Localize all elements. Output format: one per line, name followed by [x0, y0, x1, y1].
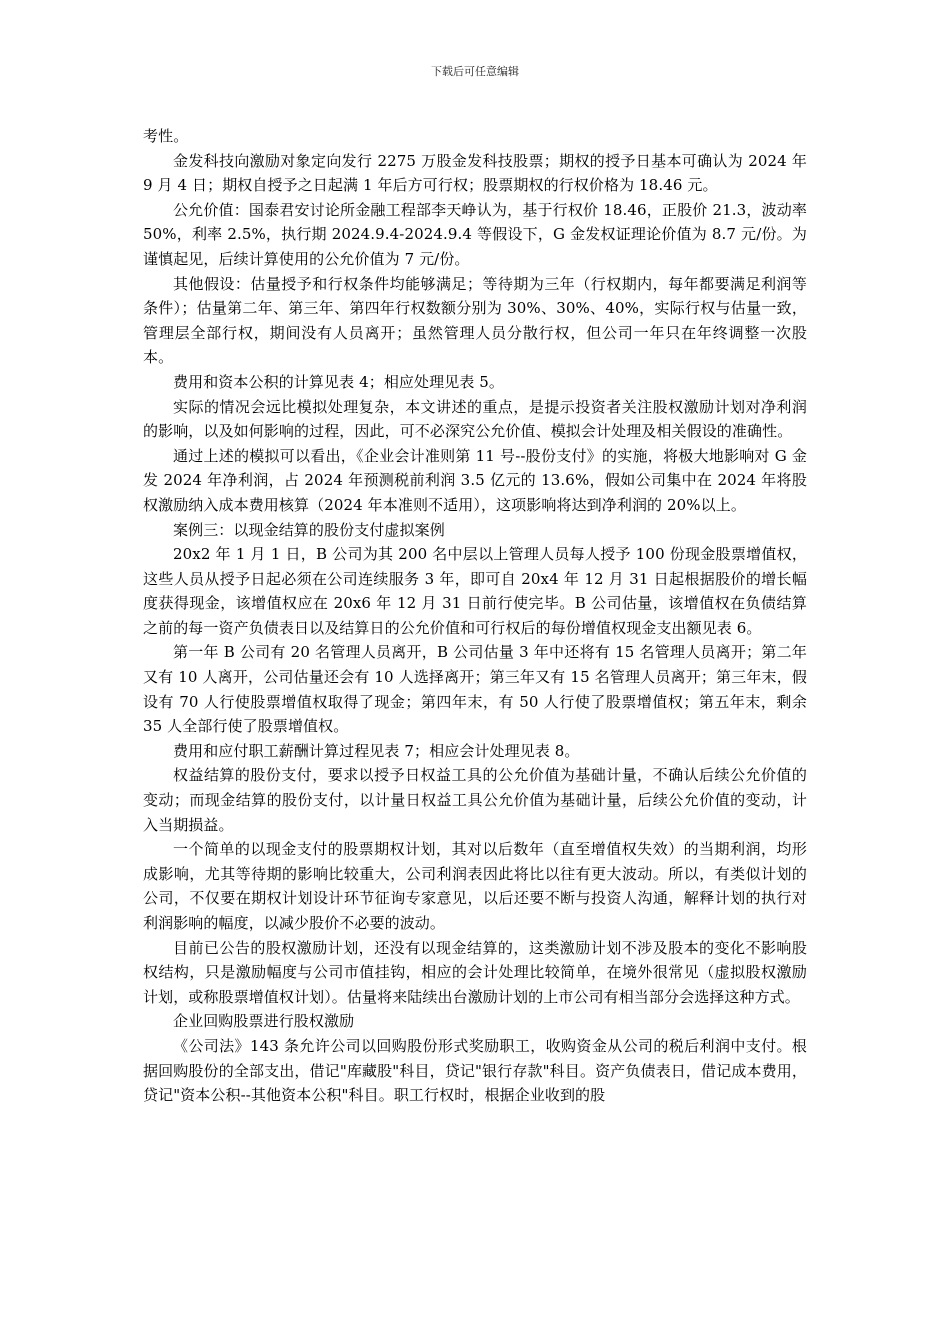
paragraph: 第一年 B 公司有 20 名管理人员离开，B 公司估量 3 年中还将有 15 名管理人员离开；第二年又有 10 人离开，公司估量还会有 10 人选择离开；第三年又有 15 名管理人员离开；第三年末，假设有 70 人行使股票增值权取得了现金；第四年末，有 50 人行使了股票增值权；第五年末，剩余 35 人全部行使了股票增值权。: [143, 643, 807, 736]
paragraph: 《公司法》143 条允许公司以回购股份形式奖励职工，收购资金从公司的税后利润中支付。根据回购股份的全部支出，借记"库藏股"科目，贷记"银行存款"科目。资产负债表日，借记成本费用，贷记"资本公积--其他资本公积"科目。职工行权时，根据企业收到的股: [143, 1036, 807, 1105]
section-heading: 案例三：以现金结算的股份支付虚拟案例: [173, 520, 445, 539]
document-body: [143, 124, 807, 1108]
paragraph: 20x2 年 1 月 1 日，B 公司为其 200 名中层以上管理人员每人授予 100 份现金股票增值权，这些人员从授予日起必须在公司连续服务 3 年，即可自 20x4 年 12 月 31 日起根据股价的增长幅度获得现金，该增值权应在 20x6 年 12 月 31 日前行使完毕。B 公司估量，该增值权在负债结算之前的每一资产负债表日以及结算日的公允价值和可行权后的每份增值权现金支出额见表 6。: [143, 545, 807, 637]
paragraph: 公允价值：国泰君安讨论所金融工程部李天峥认为，基于行权价 18.46，正股价 21.3，波动率 50%，利率 2.5%，执行期 2024.9.4-2024.9.4 等假设下，G 金发权证理论价值为 8.7 元/份。为谨慎起见，后续计算使用的公允价值为 7 元/份。: [143, 200, 807, 268]
paragraph: 金发科技向激励对象定向发行 2275 万股金发科技股票；期权的授予日基本可确认为 2024 年 9 月 4 日；期权自授予之日起满 1 年后方可行权；股票期权的行权价格为 18.46 元。: [143, 151, 807, 195]
paragraph: 权益结算的股份支付，要求以授予日权益工具的公允价值为基础计量，不确认后续公允价值的变动；而现金结算的股份支付，以计量日权益工具公允价值为基础计量，后续公允价值的变动，计入当期损益。: [143, 766, 807, 834]
paragraph: 目前已公告的股权激励计划，还没有以现金结算的，这类激励计划不涉及股本的变化不影响股权结构，只是激励幅度与公司市值挂钩，相应的会计处理比较简单，在境外很常见（虚拟股权激励计划，或称股票增值权计划）。估量将来陆续出台激励计划的上市公司有相当部分会选择这种方式。: [143, 938, 807, 1006]
page-header: 下载后可任意编辑: [431, 65, 519, 78]
section-heading: 企业回购股票进行股权激励: [173, 1012, 355, 1031]
paragraph: 其他假设：估量授予和行权条件均能够满足；等待期为三年（行权期内，每年都要满足利润等条件）；估量第二年、第三年、第四年行权数额分别为 30%、30%、40%，实际行权与估量一致，管理层全部行权，期间没有人员离开；虽然管理人员分散行权，但公司一年只在年终调整一次股本。: [143, 274, 807, 367]
paragraph: 一个简单的以现金支付的股票期权计划，其对以后数年（直至增值权失效）的当期利润，均形成影响，尤其等待期的影响比较重大，公司利润表因此将比以往有更大波动。所以，有类似计划的公司，不仅要在期权计划设计环节征询专家意见，以后还要不断与投资人沟通，解释计划的执行对利润影响的幅度，以减少股价不必要的波动。: [143, 840, 807, 932]
paragraph: 费用和应付职工薪酬计算过程见表 7；相应会计处理见表 8。: [173, 741, 580, 760]
paragraph: 通过上述的模拟可以看出，《企业会计准则第 11 号--股份支付》的实施，将极大地影响对 G 金发 2024 年净利润，占 2024 年预测税前利润 3.5 亿元的 13.6%，假如公司集中在 2024 年将股权激励纳入成本费用核算（2024 年本准则不适用），这项影响将达到净利润的 20%以上。: [143, 446, 807, 514]
paragraph: 费用和资本公积的计算见表 4；相应处理见表 5。: [173, 372, 505, 391]
paragraph: 实际的情况会远比模拟处理复杂，本文讲述的重点，是提示投资者关注股权激励计划对净利润的影响，以及如何影响的过程，因此，可不必深究公允价值、模拟会计处理及相关假设的准确性。: [143, 397, 807, 441]
paragraph: 考性。: [143, 127, 189, 145]
